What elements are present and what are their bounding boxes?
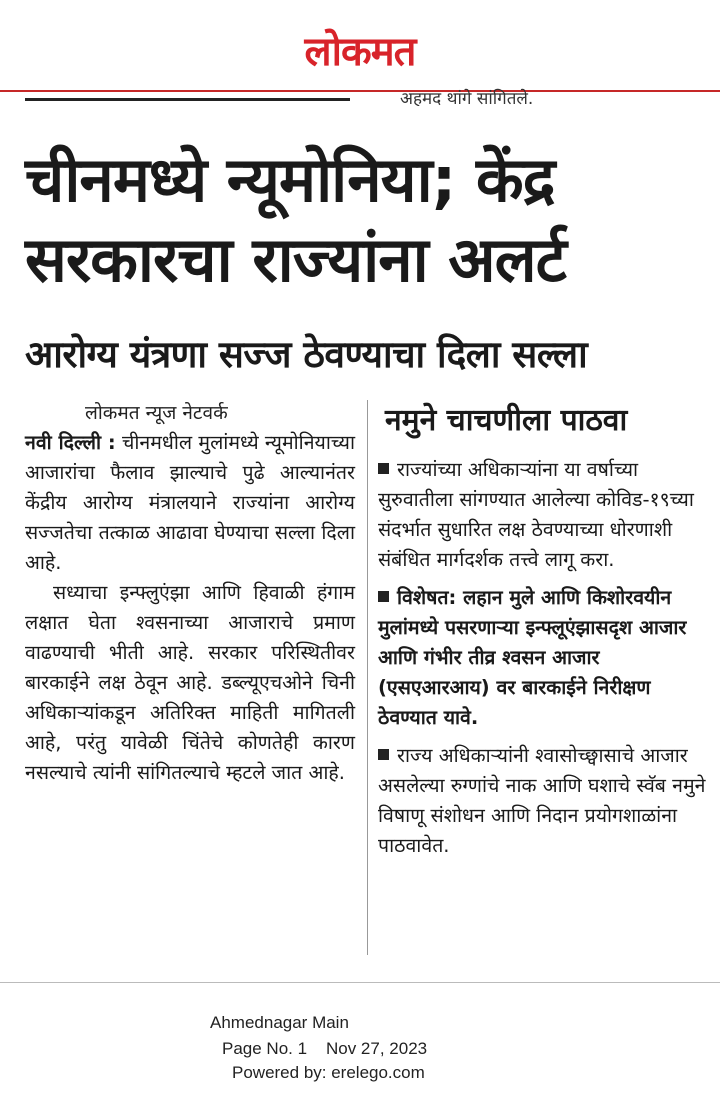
clip-edge-rule: [25, 98, 350, 101]
square-bullet-icon: [378, 749, 389, 760]
column-divider: [367, 400, 368, 955]
dateline: नवी दिल्ली :: [25, 431, 116, 454]
sidebar-box-title: नमुने चाचणीला पाठवा: [385, 403, 628, 438]
sidebar-item-text: राज्य अधिकाऱ्यांनी श्वासोच्छ्वासाचे आजार असलेल्या रुग्णांचे नाक आणि घशाचे स्वॅब नमुने विषाणू संशोधन आणि निदान प्रयोगशाळांना पाठवावेत.: [378, 744, 706, 857]
clipped-text-fragment: अहमद थांगे सांगितले.: [400, 89, 534, 106]
body-paragraph-1: [25, 428, 355, 578]
page-number: Page No. 1: [222, 1039, 308, 1058]
masthead: [0, 0, 720, 92]
sidebar-box: [378, 455, 708, 869]
edition-name: Ahmednagar Main: [210, 1013, 349, 1032]
sidebar-item-text: विशेषत: लहान मुले आणि किशोरवयीन मुलांमध्ये पसरणाऱ्या इन्फ्लूएंझासदृश आजार आणि गंभीर तीव्र श्वसन आजार (एसएआरआय) वर बारकाईने निरीक्षण ठेवण्यात यावे.: [378, 586, 687, 729]
article-subheadline: आरोग्य यंत्रणा सज्ज ठेवण्याचा दिला सल्ला: [25, 333, 588, 376]
page-date-line: [222, 1038, 427, 1060]
lokmat-logo: लोकमत: [304, 29, 416, 75]
powered-by-link[interactable]: Powered by: erelego.com: [232, 1063, 425, 1082]
paragraph-1-text: चीनमधील मुलांमध्ये न्यूमोनियाच्या आजारांचा फैलाव झाल्याचे पुढे आल्यानंतर केंद्रीय आरोग्य मंत्रालयाने राज्यांना आरोग्य सज्जतेचा तत्काळ आढावा घेण्याचा सल्ला दिला आहे.: [25, 431, 356, 574]
masthead-rule: [0, 90, 720, 92]
square-bullet-icon: [378, 463, 389, 474]
sidebar-item: [378, 741, 708, 861]
sidebar-item: [378, 455, 708, 575]
byline: लोकमत न्यूज नेटवर्क: [85, 402, 228, 424]
footer-rule: [0, 982, 720, 983]
sidebar-item: [378, 583, 708, 733]
edition-date: Nov 27, 2023: [325, 1039, 428, 1058]
article-headline: [25, 140, 705, 300]
article-body: [25, 428, 355, 788]
body-paragraph-2: सध्याचा इन्फ्लुएंझा आणि हिवाळी हंगाम लक्षात घेता श्वसनाच्या आजाराचे प्रमाण वाढण्याची भीती आहे. सरकार परिस्थितीवर बारकाईने लक्ष ठेवून आहे. डब्ल्यूएचओने चिनी अधिकाऱ्यांकडून अतिरिक्त माहिती मागितली आहे, परंतु यावेळी चिंतेचे कोणतेही कारण नसल्याचे त्यांनी सांगितल्याचे म्हटले जात आहे.: [25, 581, 355, 784]
headline-line-1: चीनमध्ये न्यूमोनिया; केंद्र: [25, 143, 555, 216]
square-bullet-icon: [378, 591, 389, 602]
headline-line-2: सरकारचा राज्यांना अलर्ट: [25, 223, 566, 296]
sidebar-item-text: राज्यांच्या अधिकाऱ्यांना या वर्षाच्या सुरुवातीला सांगण्यात आलेल्या कोविड-१९च्या संदर्भात सुधारित लक्ष ठेवण्याच्या धोरणाशी संबंधित मार्गदर्शक तत्त्वे लागू करा.: [378, 458, 694, 571]
